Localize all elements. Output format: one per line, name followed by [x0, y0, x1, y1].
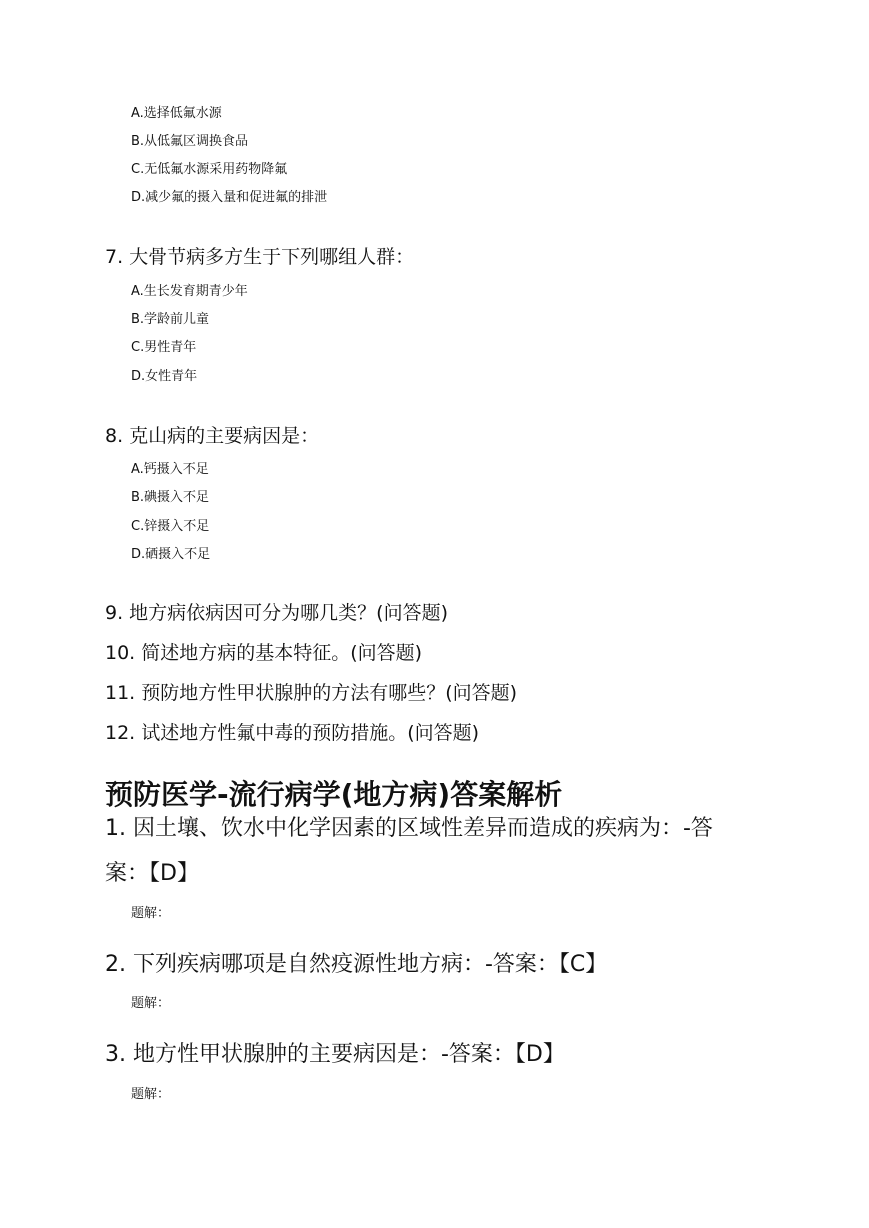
q8-option-d: D.硒摄入不足: [131, 547, 211, 562]
q7-option-d: D.女性青年: [131, 369, 198, 384]
answer-2-explanation: 题解：: [131, 996, 171, 1011]
question-9: 9. 地方病依病因可分为哪几类？(问答题): [105, 602, 448, 624]
q8-option-c: C.锌摄入不足: [131, 519, 210, 534]
prev-option-b: B.从低氟区调换食品: [131, 134, 249, 149]
q7-option-a: A.生长发育期青少年: [131, 284, 248, 299]
answer-1-explanation: 题解：: [131, 906, 171, 921]
answer-3-explanation: 题解：: [131, 1087, 171, 1102]
q7-option-c: C.男性青年: [131, 340, 197, 355]
question-10: 10. 简述地方病的基本特征。(问答题): [105, 642, 423, 664]
prev-option-d: D.减少氟的摄入量和促进氟的排泄: [131, 190, 328, 205]
answer-1-line2: 案：【D】: [105, 861, 199, 886]
answer-3: 3. 地方性甲状腺肿的主要病因是：-答案：【D】: [105, 1042, 565, 1067]
answers-title: 预防医学-流行病学(地方病)答案解析: [105, 778, 563, 811]
answer-1-line1: 1. 因土壤、饮水中化学因素的区域性差异而造成的疾病为：-答: [105, 816, 713, 841]
question-11: 11. 预防地方性甲状腺肿的方法有哪些？(问答题): [105, 682, 518, 704]
question-7: 7. 大骨节病多方生于下列哪组人群：: [105, 246, 415, 268]
question-8: 8. 克山病的主要病因是：: [105, 425, 320, 447]
question-12: 12. 试述地方性氟中毒的预防措施。(问答题): [105, 722, 480, 744]
prev-option-c: C.无低氟水源采用药物降氟: [131, 162, 288, 177]
answer-2: 2. 下列疾病哪项是自然疫源性地方病：-答案：【C】: [105, 952, 608, 977]
q8-option-b: B.碘摄入不足: [131, 490, 210, 505]
q7-option-b: B.学龄前儿童: [131, 312, 210, 327]
prev-option-a: A.选择低氟水源: [131, 106, 222, 121]
q8-option-a: A.钙摄入不足: [131, 462, 209, 477]
